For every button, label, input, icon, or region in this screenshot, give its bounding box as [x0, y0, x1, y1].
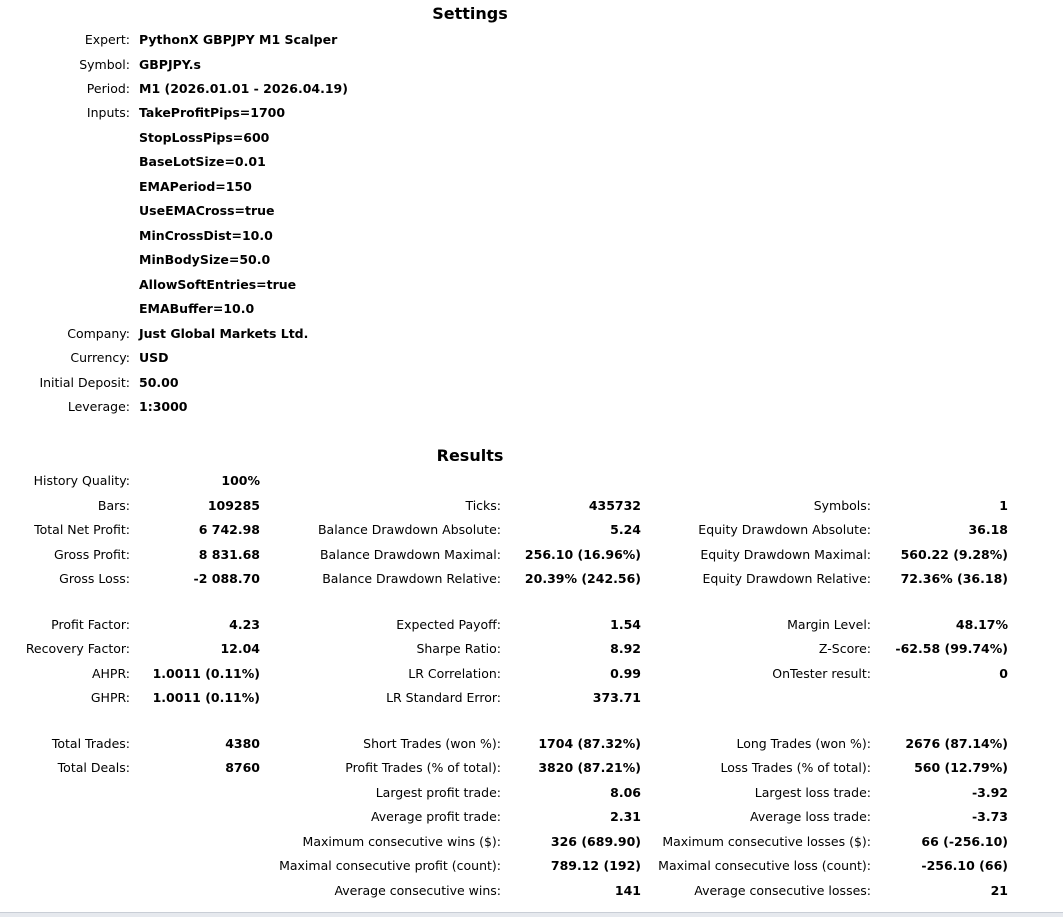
metric-label: Equity Drawdown Relative: — [702, 571, 871, 586]
metric-label: Gross Loss: — [59, 571, 130, 586]
results-row — [0, 567, 1063, 591]
metric-label: Bars: — [97, 498, 130, 513]
settings-value: MinBodySize=50.0 — [139, 252, 271, 267]
settings-row — [0, 175, 1063, 199]
metric-label: Balance Drawdown Absolute: — [317, 522, 501, 537]
settings-value: PythonX GBPJPY M1 Scalper — [139, 32, 338, 47]
metric-value: 1.54 — [610, 617, 641, 632]
metric-label: Average profit trade: — [370, 809, 501, 824]
settings-row — [0, 297, 1063, 321]
settings-value: Just Global Markets Ltd. — [139, 326, 309, 341]
metric-value: 8.92 — [610, 641, 641, 656]
metric-label: Margin Level: — [787, 617, 871, 632]
metric-label: Equity Drawdown Maximal: — [700, 547, 871, 562]
history-quality-row — [0, 469, 1063, 493]
results-title: Results — [436, 446, 504, 465]
results-row — [0, 637, 1063, 661]
metric-label: Expected Payoff: — [396, 617, 501, 632]
metric-value: 6 742.98 — [198, 522, 260, 537]
metric-label: Long Trades (won %): — [736, 736, 871, 751]
metric-label: Average consecutive losses: — [694, 883, 871, 898]
metric-value: 560.22 (9.28%) — [900, 547, 1008, 562]
metric-value: 66 (-256.10) — [921, 834, 1008, 849]
metric-value: -2 088.70 — [193, 571, 260, 586]
settings-row — [0, 150, 1063, 174]
metric-label: Average consecutive wins: — [334, 883, 501, 898]
metric-value: 0.99 — [610, 666, 641, 681]
metric-label: Short Trades (won %): — [363, 736, 501, 751]
results-row — [0, 732, 1063, 756]
metric-label: Average loss trade: — [750, 809, 871, 824]
settings-row — [0, 371, 1063, 395]
metric-label: GHPR: — [90, 690, 130, 705]
settings-row — [0, 53, 1063, 77]
metric-value: 373.71 — [592, 690, 641, 705]
metric-value: 12.04 — [220, 641, 260, 656]
results-row — [0, 854, 1063, 878]
metric-value: -62.58 (99.74%) — [895, 641, 1008, 656]
metric-label: Recovery Factor: — [25, 641, 130, 656]
metric-label: Loss Trades (% of total): — [720, 760, 871, 775]
metric-value: -3.92 — [971, 785, 1008, 800]
metric-label: Symbols: — [813, 498, 871, 513]
settings-row — [0, 224, 1063, 248]
metric-value: 8 831.68 — [198, 547, 260, 562]
results-row — [0, 613, 1063, 637]
metric-label: Maximal consecutive loss (count): — [658, 858, 871, 873]
settings-label: Expert: — [84, 32, 130, 47]
metric-label: Profit Trades (% of total): — [345, 760, 501, 775]
settings-row — [0, 126, 1063, 150]
metric-value: 5.24 — [610, 522, 641, 537]
settings-label: Leverage: — [67, 399, 130, 414]
settings-label: Company: — [67, 326, 130, 341]
results-row — [0, 830, 1063, 854]
settings-row — [0, 77, 1063, 101]
metric-label: Gross Profit: — [53, 547, 130, 562]
settings-title: Settings — [432, 4, 508, 23]
settings-row — [0, 395, 1063, 419]
metric-value: 109285 — [207, 498, 260, 513]
metric-label: Balance Drawdown Maximal: — [319, 547, 501, 562]
settings-value: StopLossPips=600 — [139, 130, 270, 145]
results-row — [0, 879, 1063, 903]
metric-label: Profit Factor: — [51, 617, 130, 632]
results-row — [0, 781, 1063, 805]
metric-value: 1.0011 (0.11%) — [152, 690, 260, 705]
metric-label: LR Correlation: — [408, 666, 501, 681]
metric-value: 326 (689.90) — [550, 834, 641, 849]
metric-label: Maximum consecutive losses ($): — [662, 834, 871, 849]
metric-value: 1.0011 (0.11%) — [152, 666, 260, 681]
results-row — [0, 518, 1063, 542]
metric-value: 4380 — [225, 736, 260, 751]
results-row — [0, 543, 1063, 567]
metric-value: 48.17% — [955, 617, 1008, 632]
settings-value: USD — [139, 350, 169, 365]
metric-label: Maximum consecutive wins ($): — [302, 834, 501, 849]
metric-value: 21 — [990, 883, 1008, 898]
settings-row — [0, 346, 1063, 370]
metric-label: Largest profit trade: — [375, 785, 501, 800]
settings-label: Currency: — [70, 350, 130, 365]
settings-row — [0, 101, 1063, 125]
metric-label: Maximal consecutive profit (count): — [279, 858, 501, 873]
settings-row — [0, 273, 1063, 297]
settings-value: 50.00 — [139, 375, 179, 390]
settings-value: 1:3000 — [139, 399, 188, 414]
metric-value: -3.73 — [971, 809, 1008, 824]
settings-value: EMABuffer=10.0 — [139, 301, 255, 316]
settings-value: M1 (2026.01.01 - 2026.04.19) — [139, 81, 348, 96]
settings-value: MinCrossDist=10.0 — [139, 228, 273, 243]
settings-row — [0, 199, 1063, 223]
metric-value: 4.23 — [229, 617, 260, 632]
metric-label: OnTester result: — [772, 666, 871, 681]
metric-value: 3820 (87.21%) — [538, 760, 641, 775]
settings-value: GBPJPY.s — [139, 57, 201, 72]
settings-value: TakeProfitPips=1700 — [139, 105, 286, 120]
settings-value: BaseLotSize=0.01 — [139, 154, 266, 169]
metric-value: 256.10 (16.96%) — [524, 547, 641, 562]
metric-label: LR Standard Error: — [386, 690, 501, 705]
metric-value: 435732 — [588, 498, 641, 513]
metric-value: 20.39% (242.56) — [524, 571, 641, 586]
metric-label: Total Trades: — [51, 736, 130, 751]
window-bottom-border — [0, 912, 1063, 917]
results-row — [0, 756, 1063, 780]
metric-value: 2.31 — [610, 809, 641, 824]
results-row — [0, 662, 1063, 686]
metric-value: 72.36% (36.18) — [900, 571, 1008, 586]
metric-label: Ticks: — [465, 498, 501, 513]
results-row — [0, 686, 1063, 710]
metric-value: 789.12 (192) — [550, 858, 641, 873]
metric-value: 2676 (87.14%) — [905, 736, 1008, 751]
metric-value: 1704 (87.32%) — [538, 736, 641, 751]
history-quality-value: 100% — [221, 473, 260, 488]
settings-label: Initial Deposit: — [39, 375, 130, 390]
results-row — [0, 494, 1063, 518]
settings-row — [0, 322, 1063, 346]
metric-value: 8.06 — [610, 785, 641, 800]
settings-value: EMAPeriod=150 — [139, 179, 252, 194]
settings-label: Inputs: — [86, 105, 130, 120]
results-row — [0, 805, 1063, 829]
metric-value: 36.18 — [968, 522, 1008, 537]
settings-row — [0, 28, 1063, 52]
metric-value: -256.10 (66) — [921, 858, 1008, 873]
metric-label: Total Deals: — [57, 760, 130, 775]
metric-value: 141 — [614, 883, 641, 898]
metric-value: 1 — [999, 498, 1008, 513]
metric-label: Z-Score: — [818, 641, 871, 656]
metric-label: Largest loss trade: — [754, 785, 871, 800]
metric-label: AHPR: — [91, 666, 130, 681]
settings-label: Symbol: — [79, 57, 130, 72]
settings-value: AllowSoftEntries=true — [139, 277, 297, 292]
settings-value: UseEMACross=true — [139, 203, 275, 218]
settings-row — [0, 248, 1063, 272]
metric-value: 8760 — [225, 760, 260, 775]
metric-label: Balance Drawdown Relative: — [322, 571, 501, 586]
metric-label: Total Net Profit: — [34, 522, 130, 537]
metric-label: Equity Drawdown Absolute: — [698, 522, 871, 537]
metric-value: 560 (12.79%) — [914, 760, 1008, 775]
settings-label: Period: — [86, 81, 130, 96]
history-quality-label: History Quality: — [33, 473, 130, 488]
metric-label: Sharpe Ratio: — [416, 641, 501, 656]
metric-value: 0 — [999, 666, 1008, 681]
